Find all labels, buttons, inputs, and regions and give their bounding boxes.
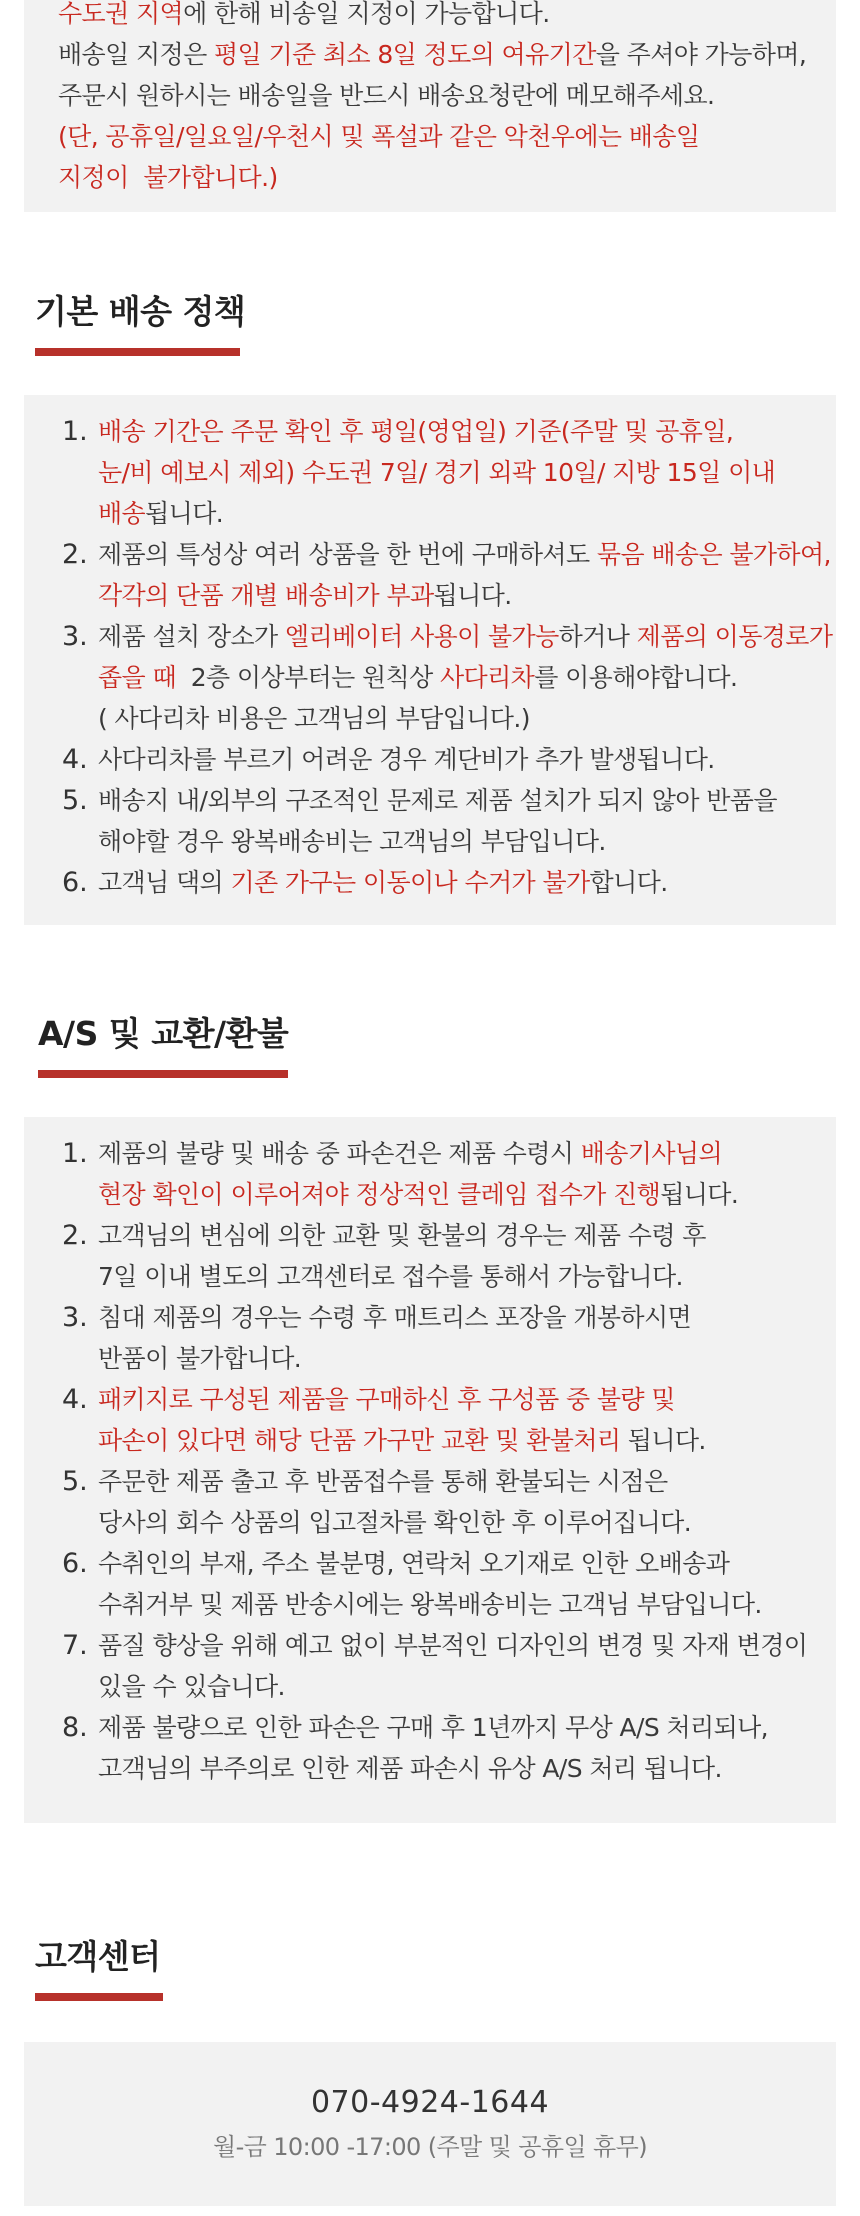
list-item [48, 1543, 807, 1625]
item-text: 엘리베이터 사용이 불가능 [284, 622, 559, 651]
as-policy-box [24, 1117, 836, 1823]
item-text: 됩니다. [620, 1426, 706, 1455]
list-item [48, 616, 832, 739]
item-text: 고객님의 부주의로 인한 제품 파손시 유상 A/S 처리 됩니다. [98, 1754, 722, 1783]
item-text: 각각의 단품 개별 배송비가 부과 [98, 581, 434, 610]
item-text: 품질 향상을 위해 예고 없이 부분적인 디자인의 변경 및 자재 변경이 [98, 1631, 808, 1660]
item-text: 주문한 제품 출고 후 반품접수를 통해 환불되는 시점은 [98, 1467, 668, 1496]
customer-center-hours: 월-금 10:00 -17:00 (주말 및 공휴일 휴무) [213, 2133, 647, 2161]
item-text: 고객님 댁의 [98, 868, 231, 897]
list-item [48, 1297, 807, 1379]
shipping-policy-title-underline [35, 348, 240, 356]
item-text [98, 534, 832, 575]
item-text: 좁을 때 [98, 663, 176, 692]
item-text: 됩니다. [433, 581, 512, 610]
item-text [98, 657, 832, 698]
list-item [48, 739, 832, 780]
shipping-policy-list [48, 411, 832, 903]
item-text: 2층 이상부터는 원칙상 [176, 663, 440, 692]
item-text [98, 862, 832, 903]
item-number: 6. [62, 1548, 88, 1579]
as-policy-list [48, 1133, 807, 1789]
item-text: 고객님의 변심에 의한 교환 및 환불의 경우는 제품 수령 후 [98, 1221, 706, 1250]
customer-center-phone: 070-4924-1644 [310, 2085, 550, 2120]
as-policy-title-underline [38, 1070, 288, 1078]
item-number: 6. [62, 867, 88, 898]
list-item [48, 1461, 807, 1543]
item-number: 1. [62, 1138, 88, 1169]
list-item [48, 1133, 807, 1215]
metro-area-text: 수도권 지역 [58, 0, 184, 28]
item-text [98, 1133, 807, 1174]
item-text [98, 493, 832, 534]
list-item [48, 1215, 807, 1297]
shipping-policy-title: 기본 배송 정책 [35, 292, 246, 331]
item-text: 눈/비 예보시 제외) 수도권 7일/ 경기 외곽 10일/ 지방 15일 이내 [98, 458, 776, 487]
item-number: 5. [62, 1466, 88, 1497]
item-text: 배송 [98, 499, 146, 528]
item-number: 4. [62, 744, 88, 775]
item-text: 됩니다. [660, 1180, 739, 1209]
item-text: 사다리차를 부르기 어려운 경우 계단비가 추가 발생됩니다. [98, 745, 715, 774]
item-number: 2. [62, 1220, 88, 1251]
item-number: 7. [62, 1630, 88, 1661]
note-text: 을 주셔야 가능하며, [595, 40, 807, 69]
note-text: 에 한해 비송일 지정이 가능합니다. [183, 0, 550, 28]
item-text: 수취인의 부재, 주소 불분명, 연락처 오기재로 인한 오배송과 [98, 1549, 730, 1578]
item-text: 기존 가구는 이동이나 수거가 불가 [230, 868, 590, 897]
item-number: 2. [62, 539, 88, 570]
list-item [48, 862, 832, 903]
item-text: 를 이용해야합니다. [534, 663, 738, 692]
shipping-policy-box [24, 395, 836, 925]
item-text: 배송기사님의 [580, 1139, 722, 1168]
item-text: 파손이 있다면 해당 단품 가구만 교환 및 환불처리 [98, 1426, 621, 1455]
item-text: ( 사다리차 비용은 고객님의 부담입니다.) [98, 704, 530, 733]
note-line-3: 주문시 원하시는 배송일을 반드시 배송요청란에 메모해주세요. [58, 81, 715, 110]
item-text: 해야할 경우 왕복배송비는 고객님의 부담입니다. [98, 827, 606, 856]
item-number: 3. [62, 621, 88, 652]
customer-center-box [24, 2042, 836, 2206]
item-text [98, 1174, 807, 1215]
item-text: 배송 기간은 주문 확인 후 평일(영업일) 기준(주말 및 공휴일, [98, 417, 734, 446]
item-text: 제품 설치 장소가 [98, 622, 285, 651]
item-text: 묶음 배송은 불가하여, [596, 540, 831, 569]
list-item [48, 534, 832, 616]
item-text: 패키지로 구성된 제품을 구매하신 후 구성품 중 불량 및 [98, 1385, 675, 1414]
item-text: 됩니다. [145, 499, 224, 528]
item-number: 3. [62, 1302, 88, 1333]
note-text: 배송일 지정은 [58, 40, 214, 69]
lead-time-text: 평일 기준 최소 8일 정도의 여유기간 [214, 40, 596, 69]
item-text: 제품의 이동경로가 [636, 622, 833, 651]
item-text: 침대 제품의 경우는 수령 후 매트리스 포장을 개봉하시면 [98, 1303, 692, 1332]
item-text: 하거나 [558, 622, 637, 651]
list-item [48, 1625, 807, 1707]
list-item [48, 1379, 807, 1461]
item-text [98, 616, 832, 657]
item-text: 사다리차 [440, 663, 535, 692]
item-text: 현장 확인이 이루어져야 정상적인 클레임 접수가 진행 [98, 1180, 661, 1209]
note-line-2 [58, 34, 806, 75]
item-number: 4. [62, 1384, 88, 1415]
note-line-1 [58, 0, 806, 34]
item-text: 합니다. [589, 868, 668, 897]
item-text: 수취거부 및 제품 반송시에는 왕복배송비는 고객님 부담입니다. [98, 1590, 762, 1619]
item-number: 8. [62, 1712, 88, 1743]
item-text: 반품이 불가합니다. [98, 1344, 302, 1373]
item-text: 있을 수 있습니다. [98, 1672, 285, 1701]
item-text: 배송지 내/외부의 구조적인 문제로 제품 설치가 되지 않아 반품을 [98, 786, 777, 815]
list-item [48, 1707, 807, 1789]
as-policy-title: A/S 및 교환/환불 [38, 1014, 289, 1053]
item-number: 5. [62, 785, 88, 816]
note-line-5: 지정이 불가합니다.) [58, 163, 278, 192]
item-text: 7일 이내 별도의 고객센터로 접수를 통해서 가능합니다. [98, 1262, 683, 1291]
item-text: 당사의 회수 상품의 입고절차를 확인한 후 이루어집니다. [98, 1508, 692, 1537]
item-text [98, 575, 832, 616]
list-item [48, 411, 832, 534]
customer-center-title: 고객센터 [35, 1937, 161, 1976]
item-text: 제품의 특성상 여러 상품을 한 번에 구매하셔도 [98, 540, 597, 569]
item-text: 제품 불량으로 인한 파손은 구매 후 1년까지 무상 A/S 처리되나, [98, 1713, 769, 1742]
customer-center-title-underline [35, 1993, 163, 2001]
item-text: 제품의 불량 및 배송 중 파손건은 제품 수령시 [98, 1139, 581, 1168]
list-item [48, 780, 832, 862]
note-line-4: (단, 공휴일/일요일/우천시 및 폭설과 같은 악천우에는 배송일 [58, 122, 700, 151]
item-number: 1. [62, 416, 88, 447]
item-text [98, 1420, 807, 1461]
delivery-date-note-box [24, 0, 836, 212]
